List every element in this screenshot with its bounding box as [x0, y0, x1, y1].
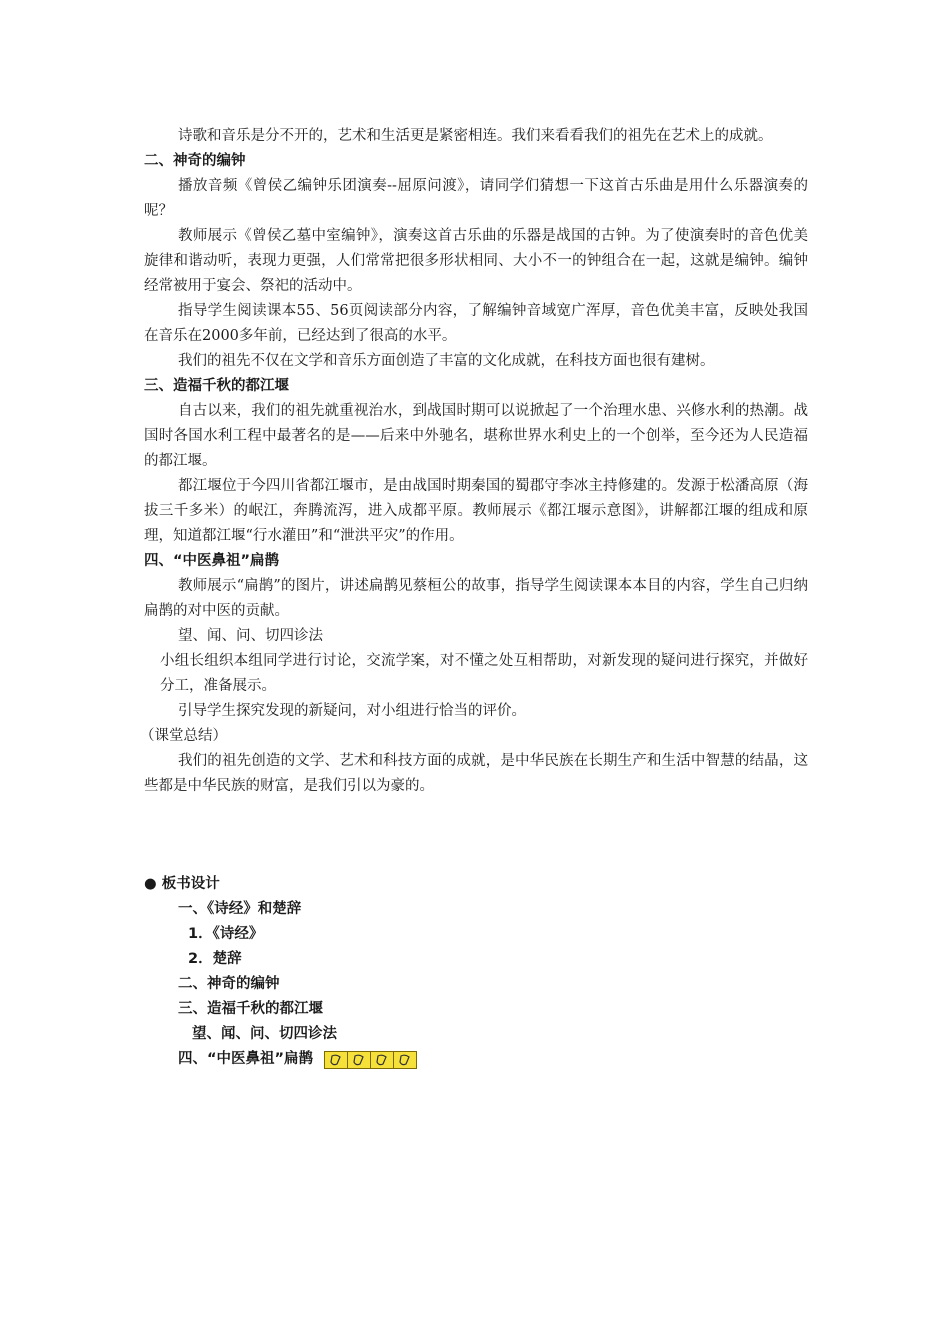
- scroll-icon: [371, 1052, 394, 1068]
- board-item-4-row: [144, 1047, 644, 1072]
- board-title: ● 板书设计: [144, 876, 220, 892]
- board-item-3-sub: 望、闻、问、切四诊法: [192, 1026, 337, 1042]
- guide-paragraph: 引导学生探究发现的新疑问，对小组进行恰当的评价。: [178, 703, 526, 719]
- board-item-4: 四、“中医鼻祖”扁鹊: [178, 1051, 314, 1067]
- dujiangyan-paragraph-2: 都江堰位于今四川省都江堰市，是由战国时期秦国的蜀郡守李冰主持修建的。发源于松潘高原（海拔三千多米）的岷江，奔腾流泻，进入成都平原。教师展示《都江堰示意图》，讲解都江堰的组成和原理，知道都江堰“行水灌田”和“泄洪平灾”的作用。: [144, 478, 808, 544]
- section-heading-bells: 二、神奇的编钟: [144, 153, 246, 169]
- board-item-1-1: 1．《诗经》: [188, 926, 264, 942]
- board-item-1: 一、《诗经》和楚辞: [178, 901, 302, 917]
- bells-paragraph-2: 教师展示《曾侯乙墓中室编钟》，演奏这首古乐曲的乐器是战国的古钟。为了使演奏时的音色优美旋律和谐动听，表现力更强，人们常常把很多形状相同、大小不一的钟组合在一起，这就是编钟。编钟经常被用于宴会、祭祀的活动中。: [144, 228, 808, 294]
- group-paragraph: 小组长组织本组同学进行讨论，交流学案，对不懂之处互相帮助，对新发现的疑问进行探究，并做好分工，准备展示。: [160, 653, 808, 694]
- summary-paragraph: 我们的祖先创造的文学、艺术和科技方面的成就，是中华民族在长期生产和生活中智慧的结晶，这些都是中华民族的财富，是我们引以为豪的。: [144, 753, 808, 794]
- summary-label: （课堂总结）: [140, 728, 227, 744]
- board-design: [144, 872, 644, 1072]
- section-heading-dujiangyan: 三、造福千秋的都江堰: [144, 378, 289, 394]
- scroll-icon-strip: [324, 1051, 417, 1069]
- scroll-icon: [394, 1052, 416, 1068]
- lesson-body: [140, 124, 808, 799]
- board-item-1-2: 2．楚辞: [188, 951, 242, 967]
- bells-paragraph-3: 指导学生阅读课本55、56页阅读部分内容，了解编钟音域宽广浑厚，音色优美丰富，反映处我国在音乐在2000多年前，已经达到了很高的水平。: [144, 303, 808, 344]
- intro-paragraph: 诗歌和音乐是分不开的，艺术和生活更是紧密相连。我们来看看我们的祖先在艺术上的成就。: [178, 128, 773, 144]
- scroll-icon: [348, 1052, 371, 1068]
- bells-paragraph-1: 播放音频《曾侯乙编钟乐团演奏--屈原问渡》，请同学们猜想一下这首古乐曲是用什么乐器演奏的呢？: [144, 178, 808, 219]
- board-item-2: 二、神奇的编钟: [178, 976, 280, 992]
- section-heading-bianque: 四、“中医鼻祖”扁鹊: [144, 553, 280, 569]
- bianque-paragraph-2: 望、闻、问、切四诊法: [178, 628, 323, 644]
- bianque-paragraph-1: 教师展示“扁鹊”的图片，讲述扁鹊见蔡桓公的故事，指导学生阅读课本本目的内容，学生自己归纳扁鹊的对中医的贡献。: [144, 578, 808, 619]
- bells-paragraph-4: 我们的祖先不仅在文学和音乐方面创造了丰富的文化成就，在科技方面也很有建树。: [178, 353, 715, 369]
- dujiangyan-paragraph-1: 自古以来，我们的祖先就重视治水，到战国时期可以说掀起了一个治理水患、兴修水利的热潮。战国时各国水利工程中最著名的是——后来中外驰名，堪称世界水利史上的一个创举，至今还为人民造福的都江堰。: [144, 403, 808, 469]
- scroll-icon: [325, 1052, 348, 1068]
- board-item-3: 三、造福千秋的都江堰: [178, 1001, 323, 1017]
